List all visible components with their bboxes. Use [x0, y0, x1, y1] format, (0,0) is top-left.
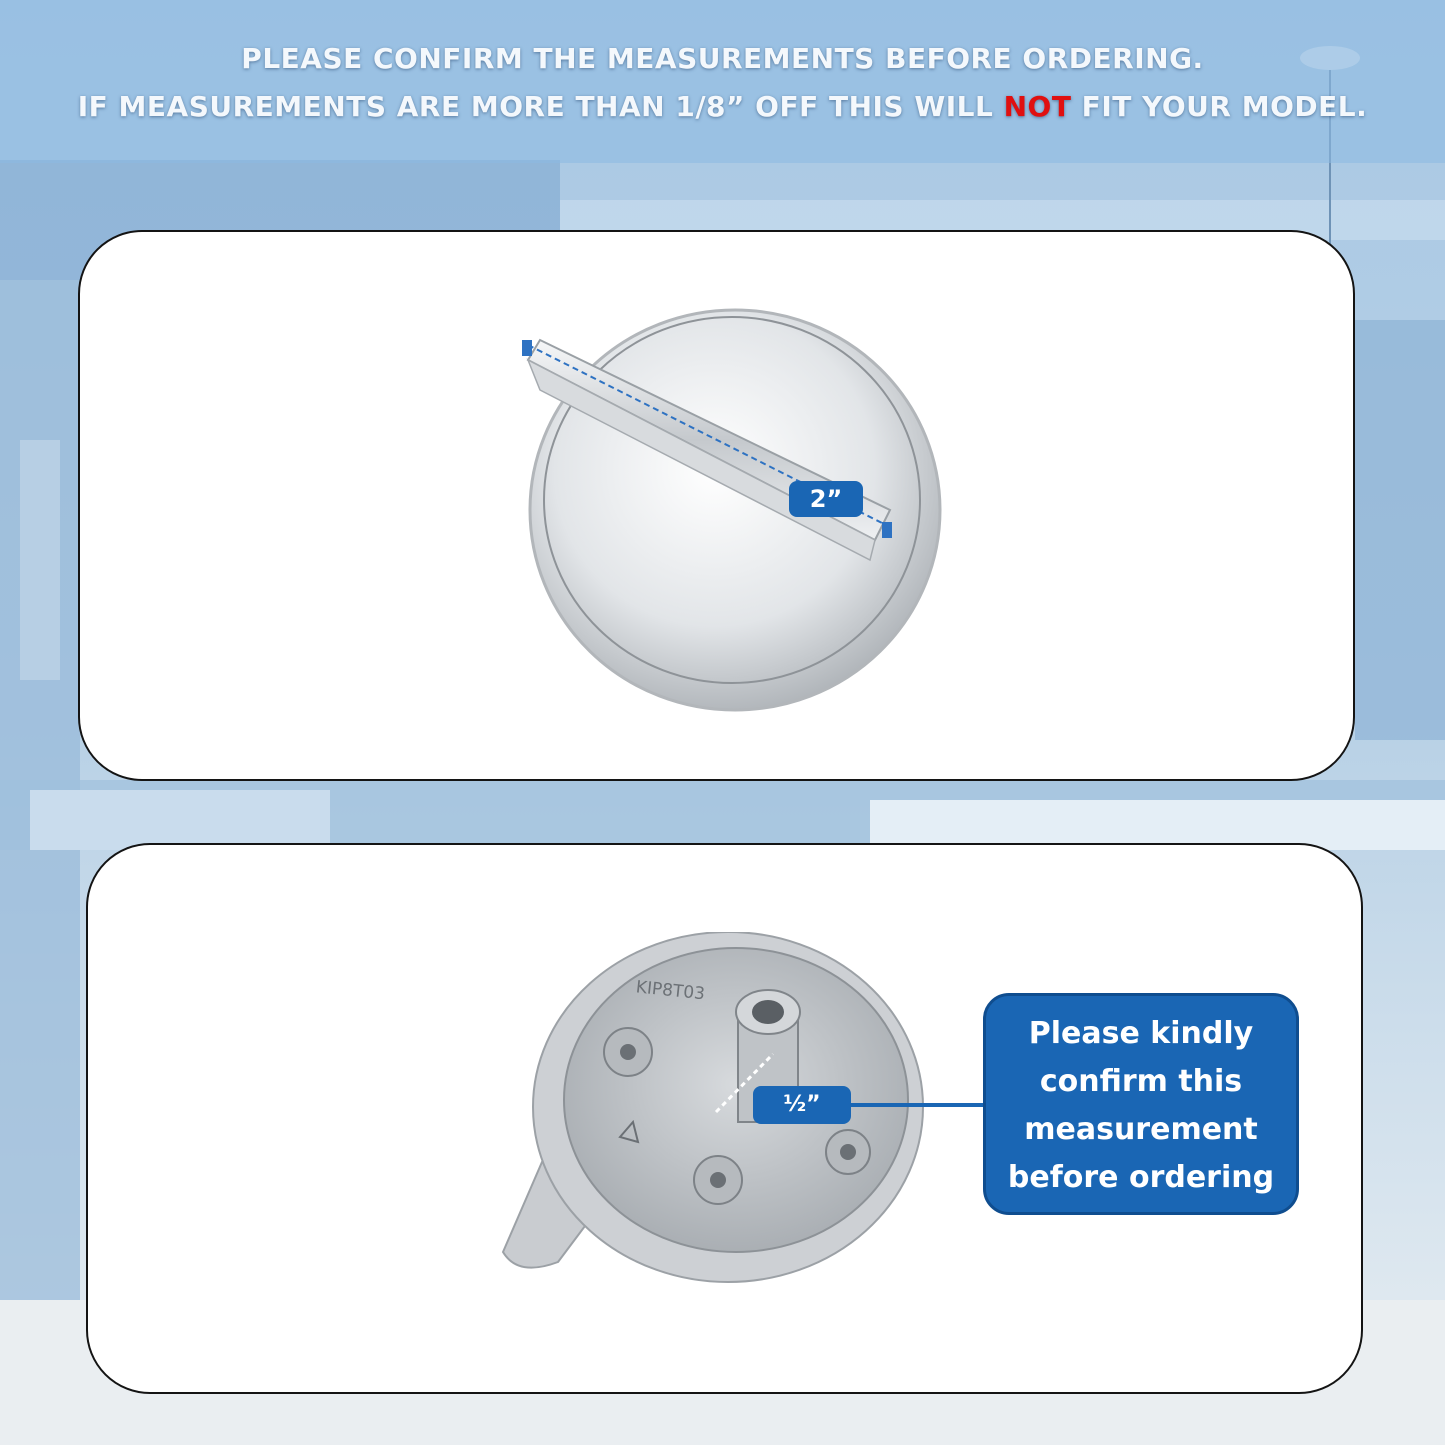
warning-line-2 [0, 90, 1445, 123]
confirm-measurement-callout [983, 993, 1299, 1215]
part-marking [632, 970, 722, 1004]
part-marking-text: KIP8T03 [634, 977, 706, 1004]
callout-line-4: before ordering [1007, 1160, 1275, 1195]
callout-line-3: measurement [1024, 1112, 1258, 1147]
warning-line-2-start: IF MEASUREMENTS ARE MORE THAN 1/8” OFF THIS WILL [77, 90, 1004, 123]
warning-not-emphasis: NOT [1003, 90, 1072, 123]
warning-line-2-end: FIT YOUR MODEL. [1071, 90, 1368, 123]
callout-connector-line [850, 1103, 984, 1107]
knob-front-image [500, 300, 960, 730]
header-banner [0, 0, 1445, 163]
warning-line-1: PLEASE CONFIRM THE MEASUREMENTS BEFORE ORDERING. [241, 42, 1204, 75]
callout-line-1: Please kindly [1028, 1016, 1254, 1051]
callout-line-2: confirm this [1039, 1064, 1243, 1099]
shaft-measurement-label: ½” [753, 1086, 851, 1124]
length-measurement-label: 2” [789, 481, 863, 517]
